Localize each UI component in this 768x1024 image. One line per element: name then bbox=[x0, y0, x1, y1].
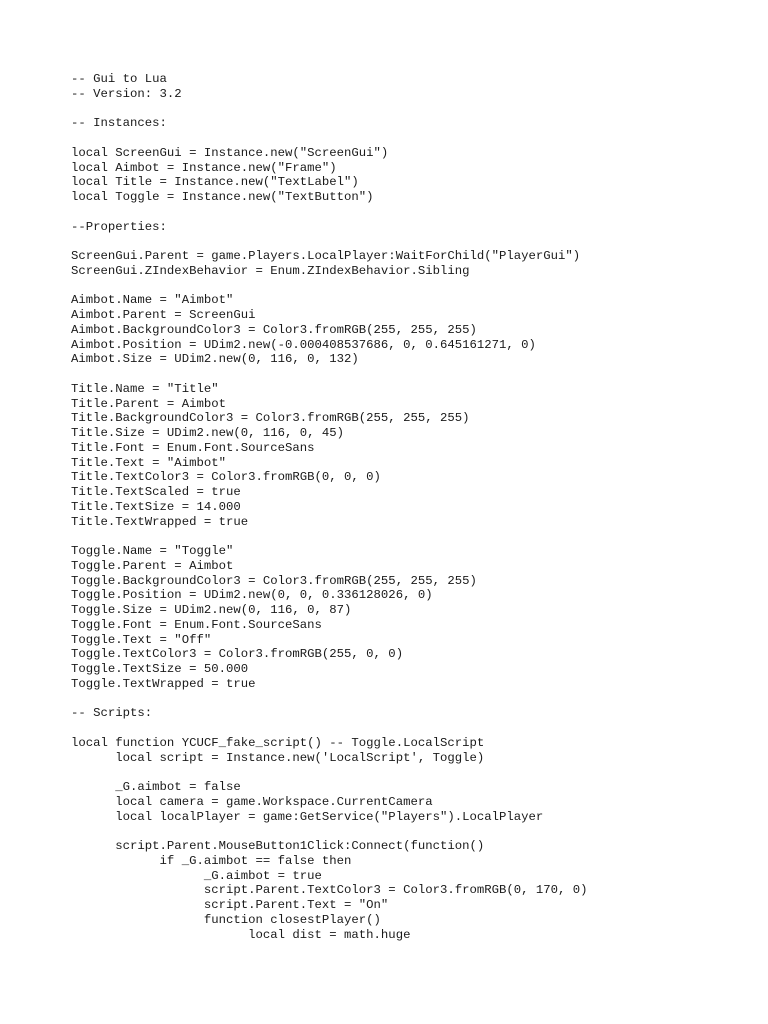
code-line: Title.BackgroundColor3 = Color3.fromRGB(255, 255, 255) bbox=[71, 411, 470, 426]
code-line: if _G.aimbot == false then bbox=[71, 853, 352, 868]
code-block bbox=[71, 72, 751, 942]
code-line: Title.TextScaled = true bbox=[71, 485, 241, 499]
code-line: function closestPlayer() bbox=[71, 912, 381, 927]
blank-line bbox=[71, 529, 751, 544]
code-line: local Title = Instance.new("TextLabel") bbox=[71, 175, 359, 190]
code-line: Aimbot.Size = UDim2.new(0, 116, 0, 132) bbox=[71, 352, 359, 367]
code-line: Toggle.Name = "Toggle" bbox=[71, 544, 234, 558]
code-line: Toggle.BackgroundColor3 = Color3.fromRGB(255, 255, 255) bbox=[71, 573, 477, 588]
code-line: _G.aimbot = true bbox=[71, 868, 322, 883]
blank-line bbox=[71, 692, 751, 707]
code-line: Toggle.TextWrapped = true bbox=[71, 676, 256, 691]
code-line: script.Parent.TextColor3 = Color3.fromRGB(0, 170, 0) bbox=[71, 883, 588, 898]
blank-line bbox=[71, 721, 751, 736]
code-line: Title.Font = Enum.Font.SourceSans bbox=[71, 440, 315, 455]
code-line: Title.TextColor3 = Color3.fromRGB(0, 0, 0) bbox=[71, 470, 381, 485]
code-line: Aimbot.BackgroundColor3 = Color3.fromRGB(255, 255, 255) bbox=[71, 322, 477, 337]
code-line: local script = Instance.new('LocalScript', Toggle) bbox=[71, 750, 485, 765]
code-line: Toggle.Font = Enum.Font.SourceSans bbox=[71, 617, 322, 632]
code-line: -- Scripts: bbox=[71, 706, 153, 721]
code-line: Toggle.Size = UDim2.new(0, 116, 0, 87) bbox=[71, 603, 352, 617]
code-line: Aimbot.Name = "Aimbot" bbox=[71, 293, 234, 308]
code-line: Title.TextSize = 14.000 bbox=[71, 499, 241, 514]
code-line: Toggle.Parent = Aimbot bbox=[71, 558, 234, 573]
code-line: script.Parent.MouseButton1Click:Connect(function() bbox=[71, 839, 485, 853]
code-line: local Toggle = Instance.new("TextButton") bbox=[71, 190, 374, 204]
blank-line bbox=[71, 765, 751, 780]
code-line: -- Instances: bbox=[71, 116, 167, 131]
blank-line bbox=[71, 824, 751, 839]
code-line: ScreenGui.Parent = game.Players.LocalPlayer:WaitForChild("PlayerGui") bbox=[71, 249, 581, 263]
code-line: local camera = game.Workspace.CurrentCamera bbox=[71, 794, 433, 809]
blank-line bbox=[71, 279, 751, 294]
code-line: Toggle.Text = "Off" bbox=[71, 632, 212, 647]
code-line: -- Version: 3.2 bbox=[71, 86, 182, 101]
blank-line bbox=[71, 367, 751, 382]
code-line: Title.Size = UDim2.new(0, 116, 0, 45) bbox=[71, 426, 345, 440]
code-line: Title.Text = "Aimbot" bbox=[71, 455, 226, 470]
blank-line bbox=[71, 102, 751, 117]
code-line: local dist = math.huge bbox=[71, 927, 411, 942]
blank-line bbox=[71, 131, 751, 146]
blank-line bbox=[71, 205, 751, 220]
code-line: Toggle.Position = UDim2.new(0, 0, 0.336128026, 0) bbox=[71, 588, 433, 603]
code-line: Title.Parent = Aimbot bbox=[71, 396, 226, 411]
blank-line bbox=[71, 234, 751, 249]
code-line: Title.TextWrapped = true bbox=[71, 514, 249, 529]
code-line: ScreenGui.ZIndexBehavior = Enum.ZIndexBehavior.Sibling bbox=[71, 263, 470, 278]
code-line: _G.aimbot = false bbox=[71, 780, 241, 794]
code-line: local localPlayer = game:GetService("Players").LocalPlayer bbox=[71, 809, 544, 824]
code-line: Aimbot.Position = UDim2.new(-0.000408537686, 0, 0.645161271, 0) bbox=[71, 337, 536, 352]
code-line: Toggle.TextSize = 50.000 bbox=[71, 662, 249, 676]
code-line: script.Parent.Text = "On" bbox=[71, 898, 389, 912]
code-line: -- Gui to Lua bbox=[71, 72, 167, 86]
code-line: Title.Name = "Title" bbox=[71, 381, 219, 396]
code-line: local function YCUCF_fake_script() -- Toggle.LocalScript bbox=[71, 735, 485, 750]
code-line: Toggle.TextColor3 = Color3.fromRGB(255, 0, 0) bbox=[71, 647, 404, 662]
code-line: local ScreenGui = Instance.new("ScreenGui") bbox=[71, 145, 389, 160]
code-line: Aimbot.Parent = ScreenGui bbox=[71, 308, 256, 322]
code-line: --Properties: bbox=[71, 219, 167, 234]
code-line: local Aimbot = Instance.new("Frame") bbox=[71, 160, 337, 175]
